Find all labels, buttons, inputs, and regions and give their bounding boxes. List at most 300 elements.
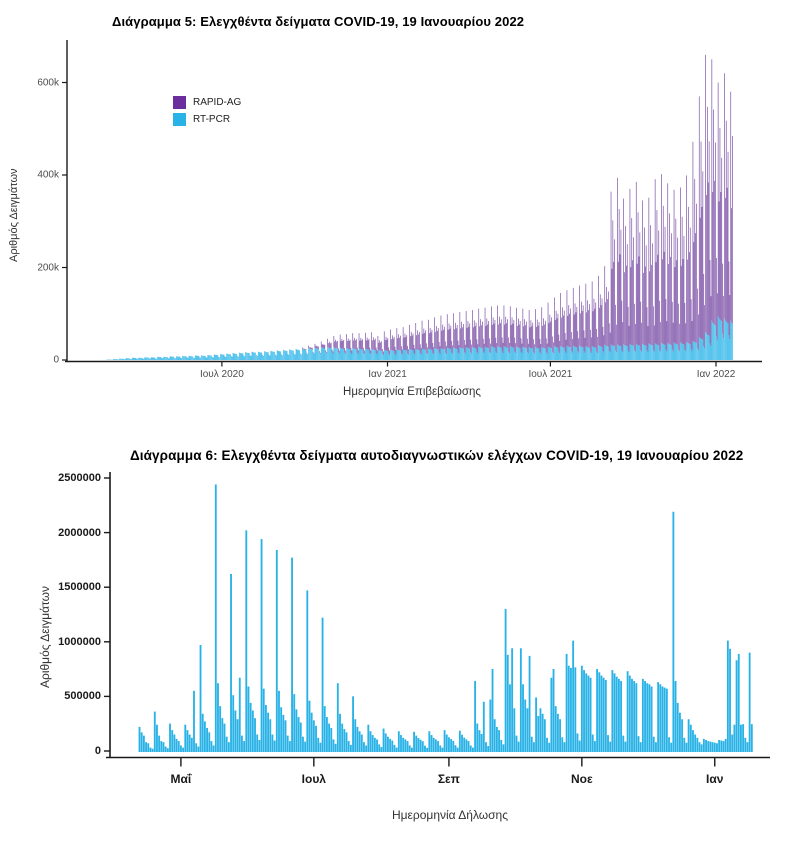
bar [224,355,225,360]
bar [716,743,718,752]
bar [204,356,205,360]
bar [676,260,677,344]
bar [368,350,369,360]
bar [363,353,364,360]
bar [328,348,329,360]
bar [694,242,695,341]
bar [153,357,154,360]
bar [717,293,718,340]
bar [119,359,120,360]
bar [510,306,511,346]
bar [424,329,425,350]
bar [335,744,337,752]
bar [262,355,263,360]
bar [511,347,512,360]
bar [700,338,701,360]
bar [436,326,437,349]
bar [498,324,499,346]
bar [364,350,365,354]
bar [465,345,466,354]
bar [608,347,609,360]
bar [446,346,447,354]
bar [704,305,705,348]
bar [637,345,638,360]
bar [346,334,347,348]
bar [556,311,557,347]
bar [522,684,524,752]
bar [532,323,533,349]
bar [435,349,436,360]
bar [333,351,334,353]
bar [178,741,180,752]
bar [619,209,620,346]
bar [658,230,659,345]
bar [403,327,404,349]
bar [563,316,564,348]
bar [659,301,660,350]
bar [540,352,541,360]
bar [161,357,162,360]
bar [624,272,625,345]
bar [206,728,208,752]
bar [479,347,480,360]
chart1-y-tick-label: 0 [53,354,59,366]
legend-item-rt-pcr [173,111,241,128]
bar [496,343,497,353]
bar [133,358,134,360]
bar [243,353,244,360]
bar [306,350,307,360]
bar [145,357,146,360]
bar [592,735,594,752]
bar [661,343,662,360]
bar [271,351,272,360]
bar [416,349,417,360]
bar [639,256,640,345]
bar [548,303,549,347]
bar [480,348,481,360]
bar [272,351,273,360]
chart2-y-tick-label: 2500000 [58,472,101,484]
bar [524,348,525,360]
bar [575,303,576,346]
bar [126,358,127,360]
bar [300,723,302,752]
bar [169,358,170,360]
bar [720,128,721,320]
bar [438,328,439,349]
bar [481,348,482,360]
bar [131,359,132,360]
bar [235,354,236,360]
bar [202,714,204,752]
bar [408,355,409,360]
bar [658,255,659,345]
bar [457,748,459,752]
bar [634,350,635,360]
bar [659,684,661,752]
bar [375,339,376,351]
bar [529,656,531,752]
bar [483,352,484,360]
bar [701,142,702,339]
bar [573,288,574,346]
bar [702,207,703,339]
bar [380,351,381,360]
bar [331,349,332,360]
bar [165,357,166,360]
bar [189,735,191,752]
bar [324,348,325,360]
bar [421,354,422,360]
bar [327,339,328,347]
bar [598,672,600,752]
bar [389,739,391,752]
bar [651,686,653,752]
bar [143,359,144,360]
chart2-y-tick-label: 500000 [64,690,101,703]
bar [405,350,406,360]
bar [208,355,209,360]
bar [673,323,674,352]
bar [255,353,256,360]
bar [514,352,515,360]
bar [400,336,401,351]
bar [579,741,581,752]
bar [245,530,247,752]
bar [462,348,463,360]
bar [299,350,300,360]
bar [602,347,603,360]
bar [354,338,355,349]
bar [461,735,463,752]
bar [646,346,647,360]
bar [368,340,369,349]
bar [618,345,619,360]
bar [397,328,398,349]
bar [608,292,609,347]
bar [451,326,452,349]
bar [254,718,256,752]
bar [500,348,501,360]
bar [531,320,532,348]
bar [704,348,705,360]
bar [474,348,475,360]
bar [698,314,699,350]
bar [241,353,242,360]
bar [428,348,429,360]
bar [124,359,125,360]
bar [430,328,431,350]
bar [614,673,616,752]
bar [654,325,655,351]
bar [326,354,327,360]
bar [467,348,468,360]
bar [659,350,660,360]
bar [690,228,691,345]
bar [398,350,399,360]
bar [169,724,171,752]
bar [210,355,211,360]
bar [388,347,389,353]
bar [672,350,673,360]
bar [568,305,569,347]
bar [435,739,437,752]
bar [181,358,182,360]
bar [627,346,628,360]
bar [476,349,477,360]
bar [462,327,463,348]
bar [474,320,475,348]
bar [667,321,668,351]
bar [334,342,335,348]
bar [540,339,541,352]
bar [614,346,615,360]
bar [609,323,610,351]
bar [402,355,403,360]
bar [398,334,399,350]
bar [724,318,725,360]
bar [302,348,303,360]
bar [345,351,346,354]
bar [577,351,578,360]
bar [244,356,245,360]
bar [692,730,694,752]
bar [598,276,599,345]
bar [705,55,706,333]
bar [475,348,476,360]
bar [434,348,435,360]
bar [433,353,434,360]
bar [564,311,565,348]
bar [712,742,714,752]
bar [122,359,123,360]
bar [171,356,172,360]
bar [549,323,550,347]
bar [518,319,519,348]
bar [534,344,535,353]
bar [636,344,637,360]
bar [409,349,410,360]
bar [613,220,614,345]
bar [624,345,625,360]
bar [213,745,215,752]
bar [409,325,410,349]
bar [604,345,605,360]
bar [415,348,416,354]
bar [537,716,539,752]
bar [515,353,516,360]
bar [611,670,613,752]
bar [129,358,130,360]
bar [207,358,208,360]
bar [495,348,496,360]
bar [383,355,384,360]
bar [682,344,683,360]
bar [358,350,359,354]
bar [352,354,353,360]
bar [260,352,261,360]
bar [719,318,720,360]
bar [457,349,458,360]
bar [283,350,284,360]
bar [359,731,361,752]
bar [280,351,281,360]
bar [531,737,533,752]
bar [468,348,469,360]
bar [224,724,226,752]
bar [343,340,344,349]
bar [444,327,445,350]
bar [291,350,292,360]
bar [545,349,546,360]
bar [544,719,546,752]
bar [500,740,502,752]
bar [485,347,486,360]
bar [289,349,290,360]
bar [246,353,247,360]
bar [471,354,472,360]
bar [201,355,202,360]
bar [118,359,119,360]
chart1-y-axis-title: Αριθμός Δειγμάτων [8,168,20,262]
bar [559,719,561,752]
bar [641,323,642,352]
bar [559,341,560,353]
bar [325,345,326,349]
bar [593,347,594,360]
bar [447,314,448,347]
bar [730,321,731,360]
bar [583,305,584,347]
bar [114,359,115,360]
bar [694,735,696,752]
bar [505,324,506,346]
bar [592,346,593,360]
bar [361,340,362,349]
bar [423,349,424,360]
bar [151,357,152,360]
bar [526,322,527,349]
bar [386,351,387,360]
bar [180,745,182,752]
bar [181,358,182,360]
bar [627,244,628,346]
bar [626,346,627,360]
bar [328,724,330,752]
bar [714,181,715,325]
bar [720,320,721,360]
bar [365,745,367,752]
bar [696,204,697,343]
bar [581,347,582,360]
bar [590,678,592,752]
bar [658,345,659,360]
bar [320,354,321,360]
bar [344,353,345,360]
bar [270,356,271,360]
bar [446,735,448,752]
bar [592,281,593,346]
bar [464,340,465,352]
bar [463,324,464,349]
bar [607,299,608,346]
bar [551,348,552,360]
bar [249,353,250,360]
bar [347,349,348,360]
bar [269,719,271,752]
bar [648,684,650,752]
bar [453,313,454,347]
bar [330,348,331,360]
bar [452,345,453,353]
bar [461,348,462,360]
bar [705,332,706,360]
bar [631,679,633,752]
bar [501,319,502,347]
bar [390,350,391,360]
bar [383,729,385,752]
chart2-y-tick-label: 0 [94,745,101,757]
bar [230,354,231,360]
bar [725,198,726,321]
bar [667,343,668,360]
bar [723,296,724,338]
bar [456,349,457,360]
bar [720,741,722,752]
bar [434,317,435,348]
bar [332,352,333,360]
bar [676,219,677,344]
bar [236,354,237,360]
bar [549,347,550,360]
bar [685,303,686,349]
bar [325,349,326,360]
bar [636,182,637,344]
bar [508,337,509,351]
bar [620,346,621,360]
bar [460,328,461,347]
bar [535,347,536,360]
bar [307,354,308,360]
bar [718,83,719,317]
bar [185,356,186,360]
bar [369,339,370,350]
bar [577,347,578,360]
bar [343,729,345,752]
bar [616,325,617,352]
bar [361,338,362,349]
bar [519,348,520,360]
bar [694,342,695,360]
bar [430,349,431,360]
bar [452,354,453,360]
bar [174,358,175,360]
bar [152,749,154,752]
bar [307,353,308,360]
bar [546,738,548,752]
bar [377,350,378,354]
bar [396,355,397,360]
bar [121,359,122,360]
bar [465,354,466,360]
chart1-x-axis-title: Ημερομηνία Επιβεβαίωσης [343,386,481,398]
bar [265,705,267,752]
bar [564,348,565,360]
bar [603,678,605,752]
bar [599,346,600,360]
bar [582,311,583,347]
